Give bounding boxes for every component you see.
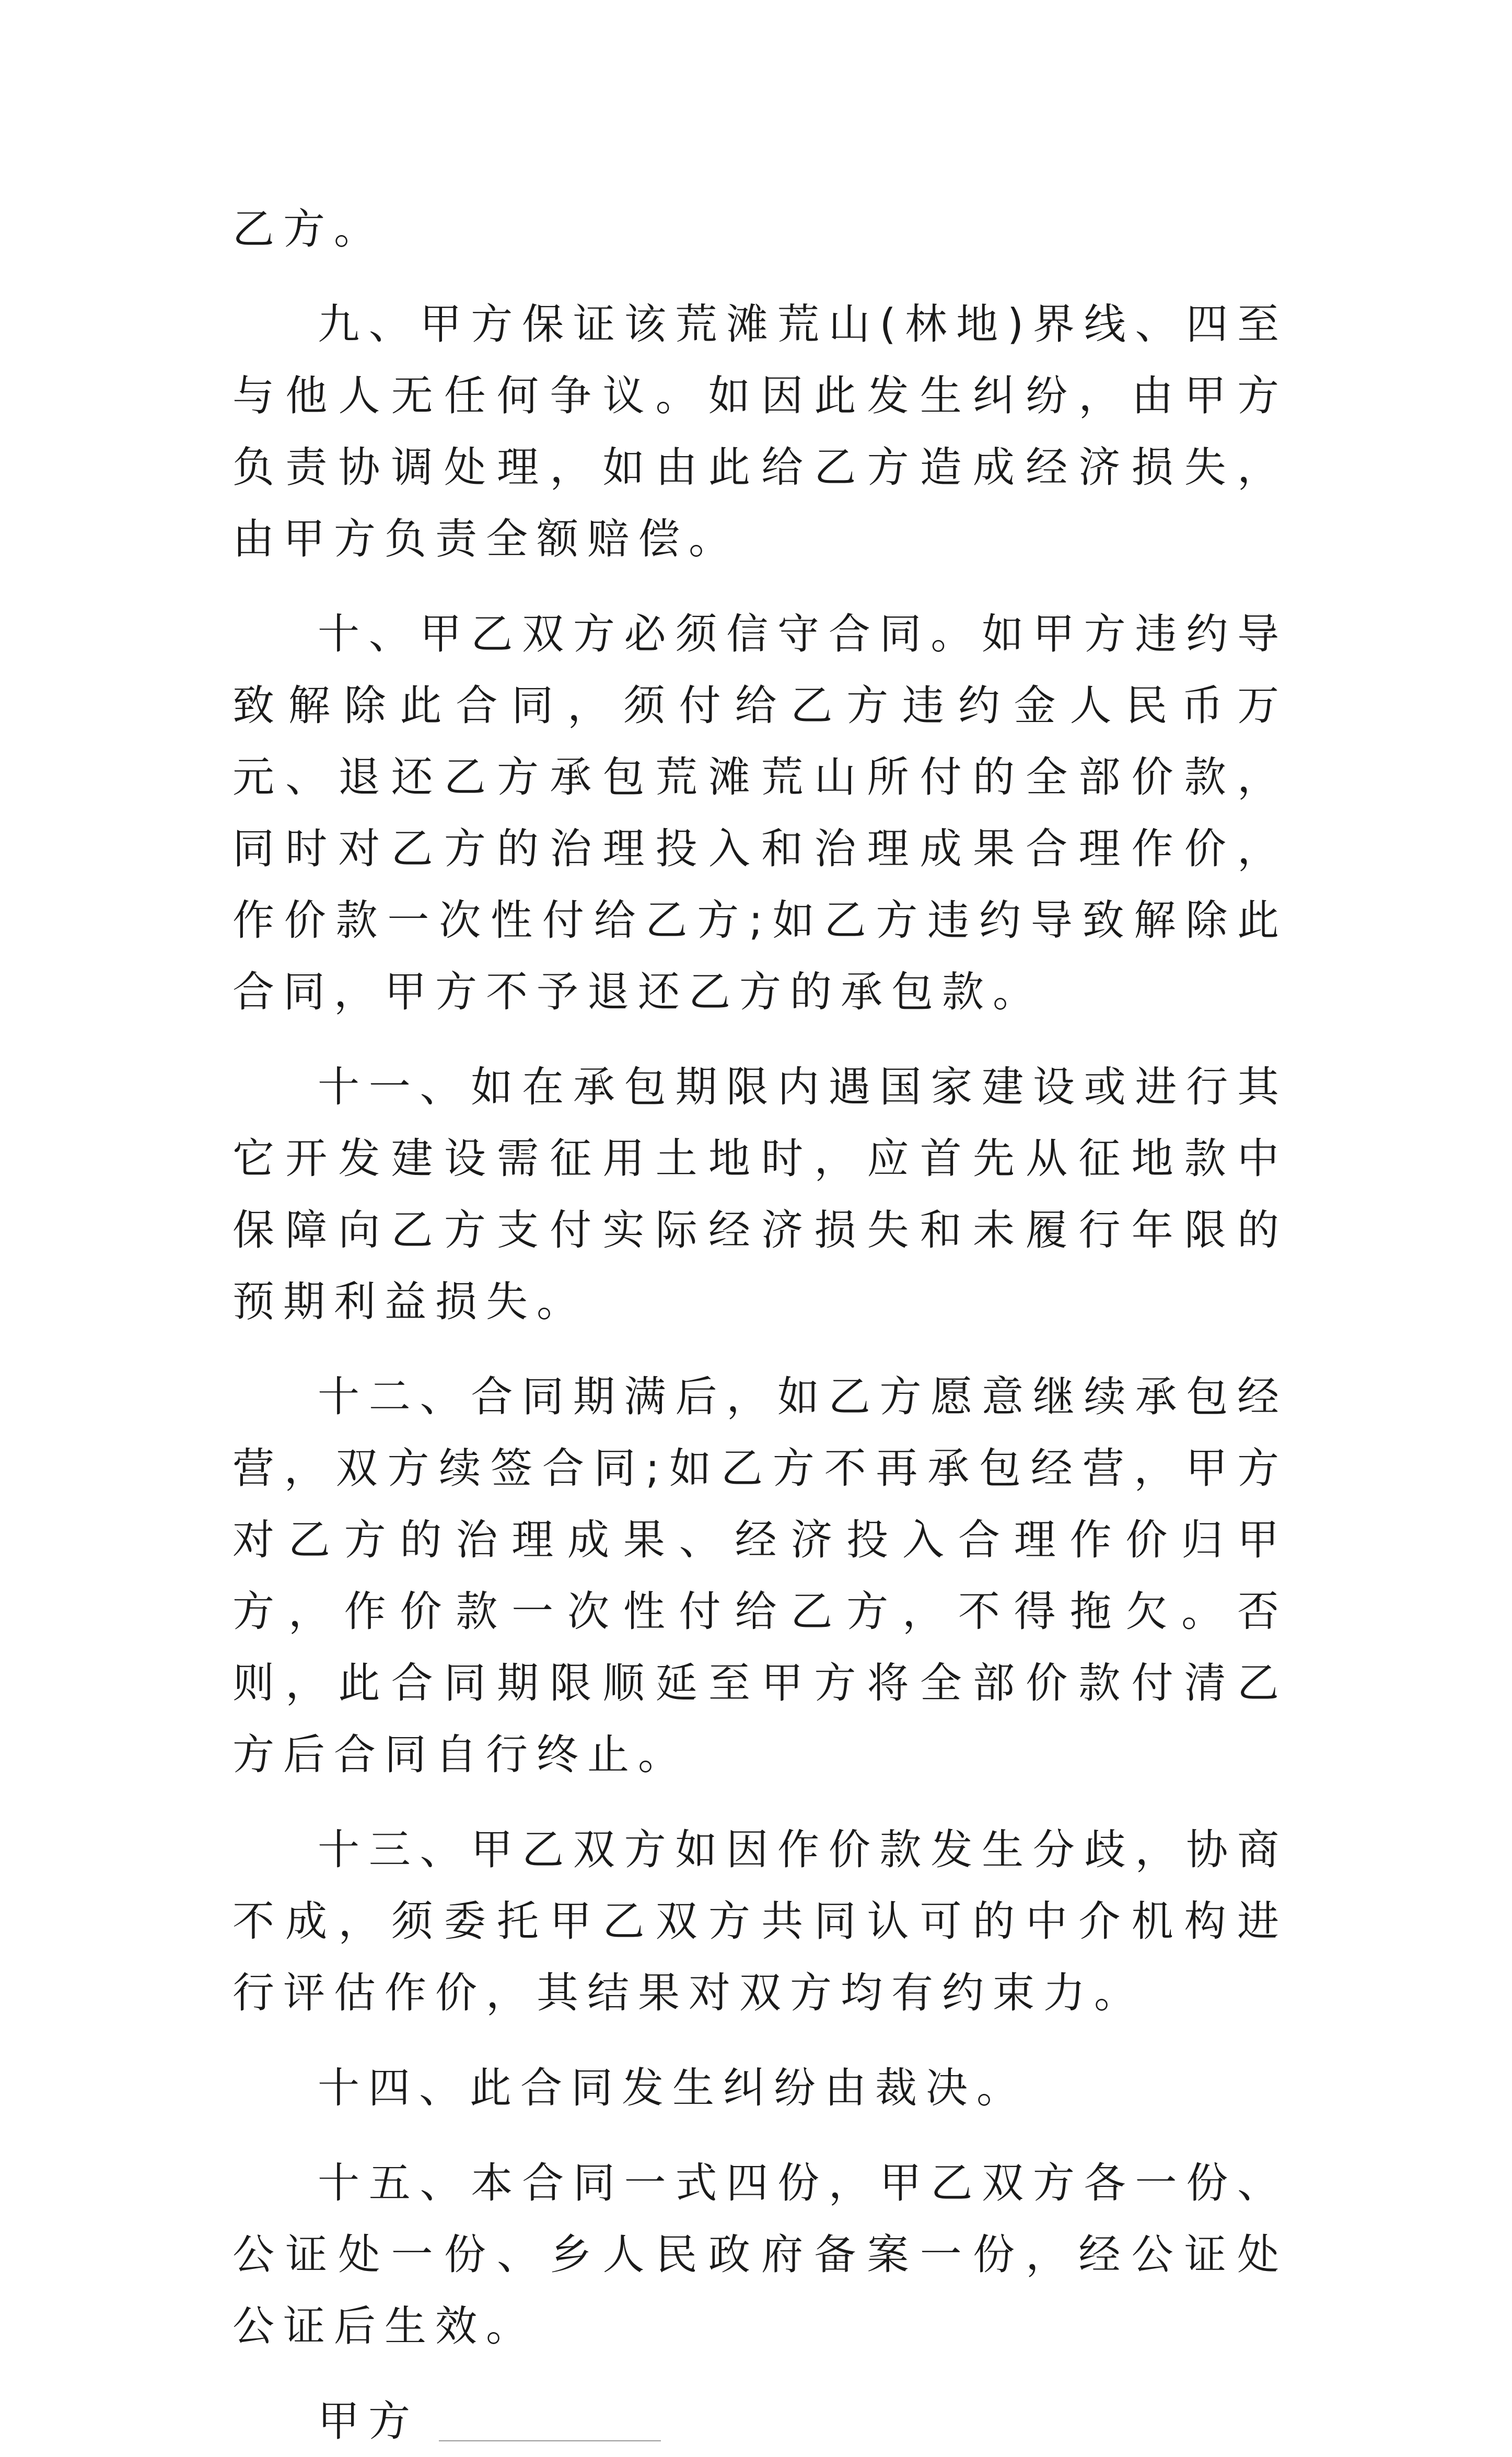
- signature-blank-field[interactable]: [439, 2440, 661, 2441]
- paragraph-clause-15: 十五、本合同一式四份，甲乙双方各一份、公证处一份、乡人民政府备案一份，经公证处公证后生效。: [232, 2159, 1288, 2350]
- paragraph-clause-13: 十三、甲乙双方如因作价款发生分歧，协商不成，须委托甲乙双方共同认可的中介机构进行评估作价，其结果对双方均有约束力。: [232, 1825, 1288, 2017]
- paragraph-clause-12: 十二、合同期满后，如乙方愿意继续承包经营，双方续签合同;如乙方不再承包经营，甲方对乙方的治理成果、经济投入合理作价归甲方，作价款一次性付给乙方，不得拖欠。否则，此合同期限顺延至甲方将全部价款付清乙方后合同自行终止。: [232, 1372, 1288, 1779]
- paragraph-clause-9: 九、甲方保证该荒滩荒山(林地)界线、四至与他人无任何争议。如因此发生纠纷，由甲方负责协调处理，如由此给乙方造成经济损失，由甲方负责全额赔偿。: [232, 300, 1288, 563]
- signature-label: 甲方: [318, 2397, 419, 2446]
- paragraph-clause-14: 十四、此合同发生纠纷由裁决。: [318, 2064, 1027, 2112]
- paragraph-continuation: 乙方。: [232, 205, 385, 253]
- paragraph-clause-11: 十一、如在承包期限内遇国家建设或进行其它开发建设需征用土地时，应首先从征地款中保障向乙方支付实际经济损失和未履行年限的预期利益损失。: [232, 1063, 1288, 1326]
- signature-line-party-a: [232, 2385, 1288, 2457]
- paragraph-clause-10: 十、甲乙双方必须信守合同。如甲方违约导致解除此合同，须付给乙方违约金人民币万元、退还乙方承包荒滩荒山所付的全部价款，同时对乙方的治理投入和治理成果合理作价，作价款一次性付给乙方;如乙方违约导致解除此合同，甲方不予退还乙方的承包款。: [232, 610, 1288, 1016]
- contract-body: [232, 193, 1288, 2457]
